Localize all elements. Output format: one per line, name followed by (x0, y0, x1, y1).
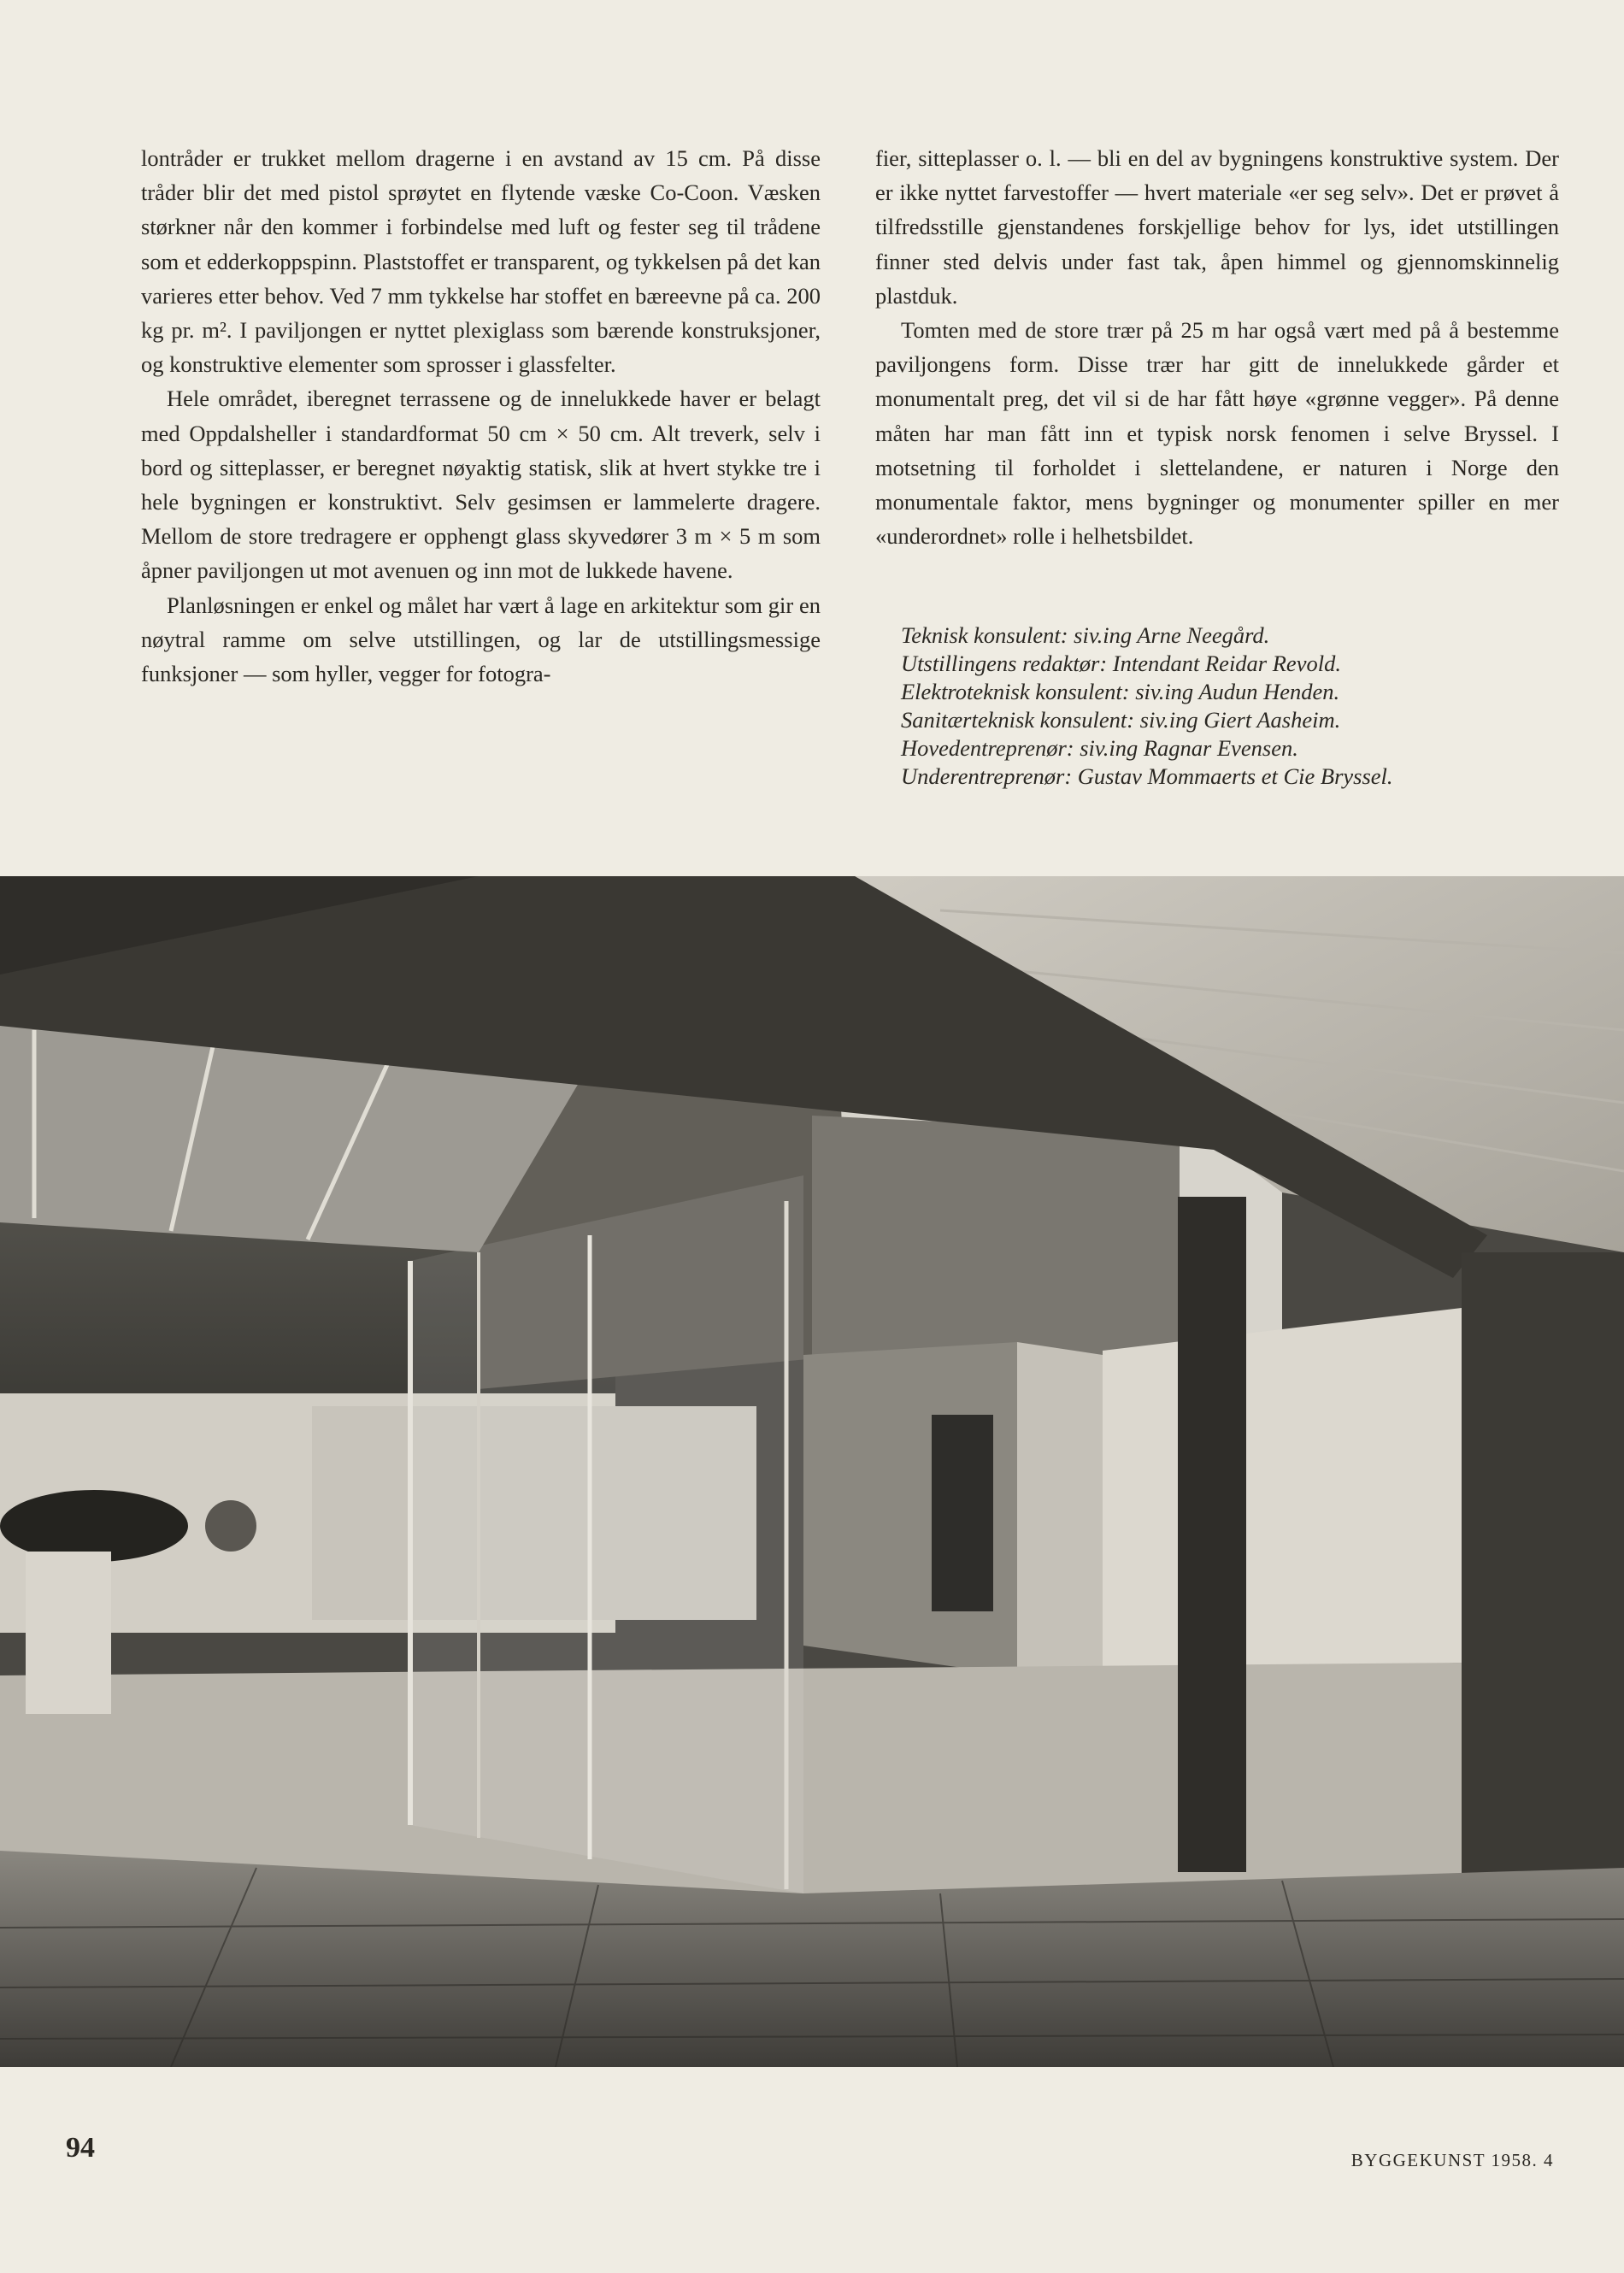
article-paragraph: Tomten med de store trær på 25 m har også vært med på å bestemme paviljongens form. Disse trær har gitt de innelukkede gårder et monumentalt preg, det vil si de har fått høye «grønne vegger». På denne måten har man fått inn et typisk norsk fenomen i selve Bryssel. I motsetning til forholdet i slettelandene, er naturen i Norge den monumentale faktor, mens bygninger og monumenter spiller en mer «underordnet» rolle i helhetsbildet. (875, 317, 1559, 550)
article-paragraph: lontråder er trukket mellom dragerne i en avstand av 15 cm. På disse tråder blir det med pistol sprøytet en flytende væske Co-Coon. Væsken størkner når den kommer i forbindelse med luft og fester seg til trådene som et edderkoppspinn. Plaststoffet er transparent, og tykkelsen på det kan varieres etter behov. Ved 7 mm tykkelse har stoffet en bæreevne på ca. 200 kg pr. m². I paviljongen er nyttet plexiglass som bærende konstruksjoner, og konstruktive elementer som sprosser i glassfelter. (141, 145, 821, 378)
credits-list (901, 621, 1568, 791)
article-paragraph: fier, sitteplasser o. l. — bli en del av bygningens konstruktive system. Der er ikke nyttet farvestoffer — hvert materiale «er seg selv». Det er prøvet å tilfredsstille gjenstandenes forskjellige behov for lys, idet utstillingen finner sted delvis under fast tak, åpen himmel og gjennomskinnelig plastduk. (875, 145, 1559, 309)
credit-line: Utstillingens redaktør: Intendant Reidar Revold. (901, 651, 1341, 676)
article-column-right (875, 141, 1559, 553)
credit-line: Teknisk konsulent: siv.ing Arne Neegård. (901, 622, 1270, 648)
article-column-left (141, 141, 821, 691)
pavilion-photograph (0, 876, 1624, 2067)
credit-line: Sanitærteknisk konsulent: siv.ing Giert Aasheim. (901, 707, 1341, 733)
journal-name: BYGGEKUNST 1958. 4 (1350, 2150, 1554, 2170)
credit-line: Elektroteknisk konsulent: siv.ing Audun Henden. (901, 679, 1340, 704)
article-paragraph: Planløsningen er enkel og målet har vært å lage en arkitektur som gir en nøytral ramme om selve utstillingen, og lar de utstillingsmessige funksjoner — som hyller, vegger for fotogra- (141, 592, 821, 687)
credit-line: Hovedentreprenør: siv.ing Ragnar Evensen. (901, 735, 1298, 761)
credit-line: Underentreprenør: Gustav Mommaerts et Cie Bryssel. (901, 763, 1393, 789)
page-number: 94 (66, 2132, 95, 2164)
article-paragraph: Hele området, iberegnet terrassene og de innelukkede haver er belagt med Oppdalsheller i standardformat 50 cm × 50 cm. Alt treverk, selv i bord og sitteplasser, er beregnet nøyaktig statisk, slik at hvert stykke tre i hele bygningen er konstruktivt. Selv gesimsen er lammelerte dragere. Mellom de store tredragere er opphengt glass skyvedører 3 m × 5 m som åpner paviljongen ut mot avenuen og inn mot de lukkede havene. (141, 386, 821, 584)
